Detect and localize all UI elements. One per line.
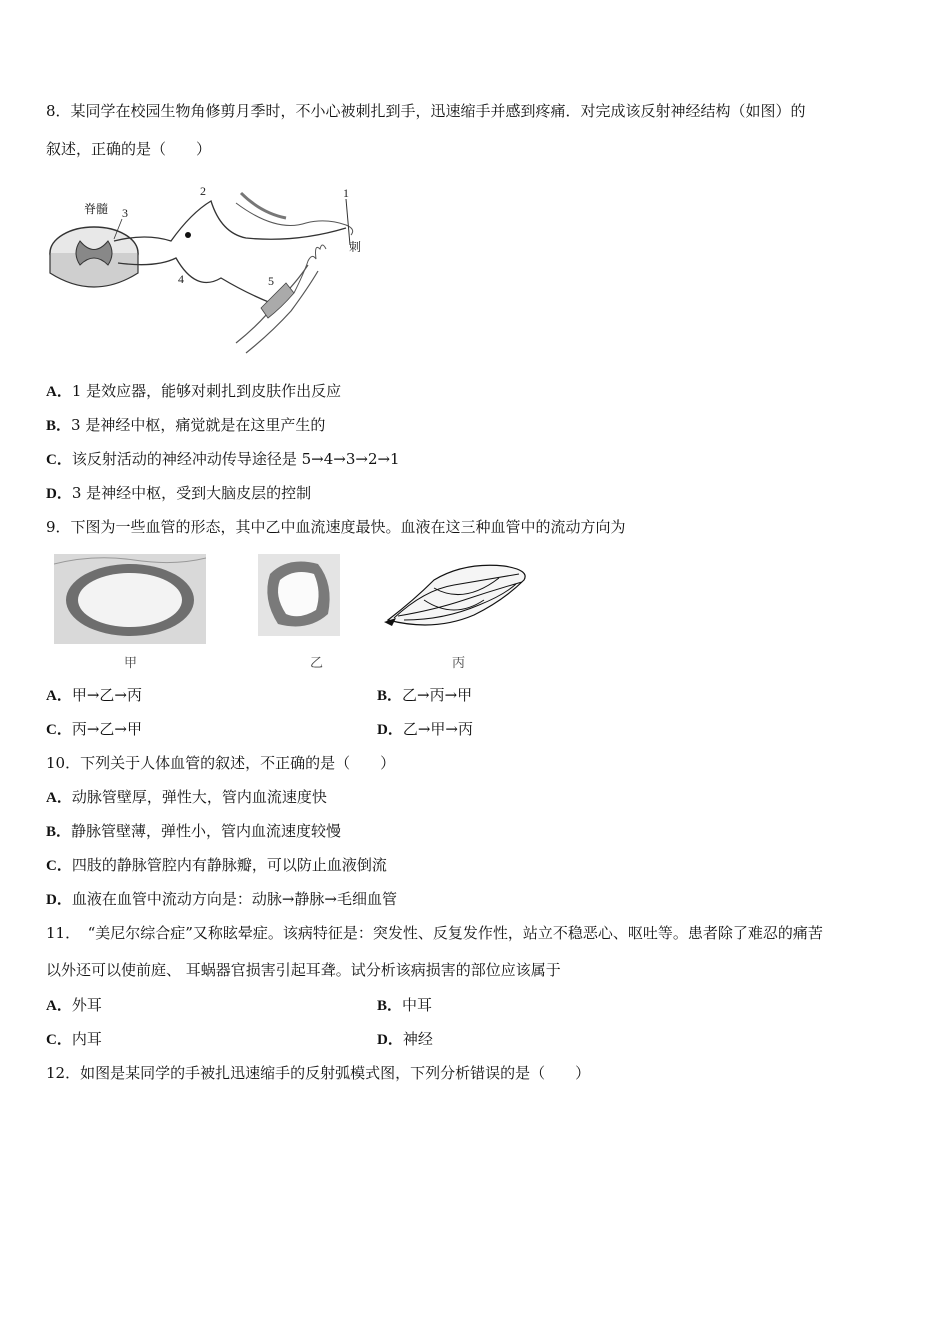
q11-option-c: C．内耳 xyxy=(46,1030,102,1048)
label-1: 1 xyxy=(343,186,349,200)
q9-option-a: A．甲→乙→丙 xyxy=(46,686,142,704)
q9-option-d: D．乙→甲→丙 xyxy=(377,720,473,738)
label-3: 3 xyxy=(122,206,128,220)
label-5: 5 xyxy=(268,274,274,288)
q11-stem-line2: 以外还可以使前庭、 耳蜗器官损害引起耳聋。试分析该病损害的部位应该属于 xyxy=(46,961,561,979)
q10-option-a: A．动脉管壁厚，弹性大，管内血流速度快 xyxy=(46,788,327,806)
q8-option-c: C．该反射活动的神经冲动传导途径是 5→4→3→2→1 xyxy=(46,450,400,468)
q10-stem: 10．下列关于人体血管的叙述，不正确的是（ ） xyxy=(46,754,396,772)
label-spinal: 脊髓 xyxy=(84,202,109,216)
caption-bing: 丙 xyxy=(452,656,466,671)
artery-image xyxy=(54,554,206,644)
q8-option-d: D．3 是神经中枢，受到大脑皮层的控制 xyxy=(46,484,312,502)
caption-yi: 乙 xyxy=(310,656,324,671)
label-2: 2 xyxy=(200,184,206,198)
q9-stem: 9．下图为一些血管的形态，其中乙中血流速度最快。血液在这三种血管中的流动方向为 xyxy=(46,518,626,536)
label-thorn: 刺 xyxy=(349,240,362,254)
q11-option-d: D．神经 xyxy=(377,1030,433,1048)
q9-option-b: B．乙→丙→甲 xyxy=(377,686,473,704)
capillary-image xyxy=(384,560,534,640)
q8-stem-line2: 叙述，正确的是（ ） xyxy=(46,140,212,158)
reflex-arc-figure xyxy=(46,183,366,358)
q8-option-a: A．1 是效应器，能够对刺扎到皮肤作出反应 xyxy=(46,382,342,400)
q9-option-c: C．丙→乙→甲 xyxy=(46,720,142,738)
q11-option-a: A．外耳 xyxy=(46,996,102,1014)
q8-option-b: B．3 是神经中枢，痛觉就是在这里产生的 xyxy=(46,416,326,434)
q10-option-b: B．静脉管壁薄，弹性小，管内血流速度较慢 xyxy=(46,822,342,840)
q12-stem: 12．如图是某同学的手被扎迅速缩手的反射弧模式图，下列分析错误的是（ ） xyxy=(46,1064,591,1082)
caption-jia: 甲 xyxy=(124,656,138,671)
label-4: 4 xyxy=(178,272,184,286)
q10-option-d: D．血液在血管中流动方向是：动脉→静脉→毛细血管 xyxy=(46,890,397,908)
q11-stem-line1: 11． “美尼尔综合症”又称眩晕症。该病特征是：突发性、反复发作性，站立不稳恶心、呕吐等。患者除了难忍的痛苦 xyxy=(46,924,823,942)
q10-option-c: C．四肢的静脉管腔内有静脉瓣，可以防止血液倒流 xyxy=(46,856,387,874)
vein-image xyxy=(258,554,340,636)
q11-option-b: B．中耳 xyxy=(377,996,433,1014)
q8-stem-line1: 8．某同学在校园生物角修剪月季时，不小心被刺扎到手，迅速缩手并感到疼痛．对完成该反射神经结构（如图）的 xyxy=(46,102,806,120)
